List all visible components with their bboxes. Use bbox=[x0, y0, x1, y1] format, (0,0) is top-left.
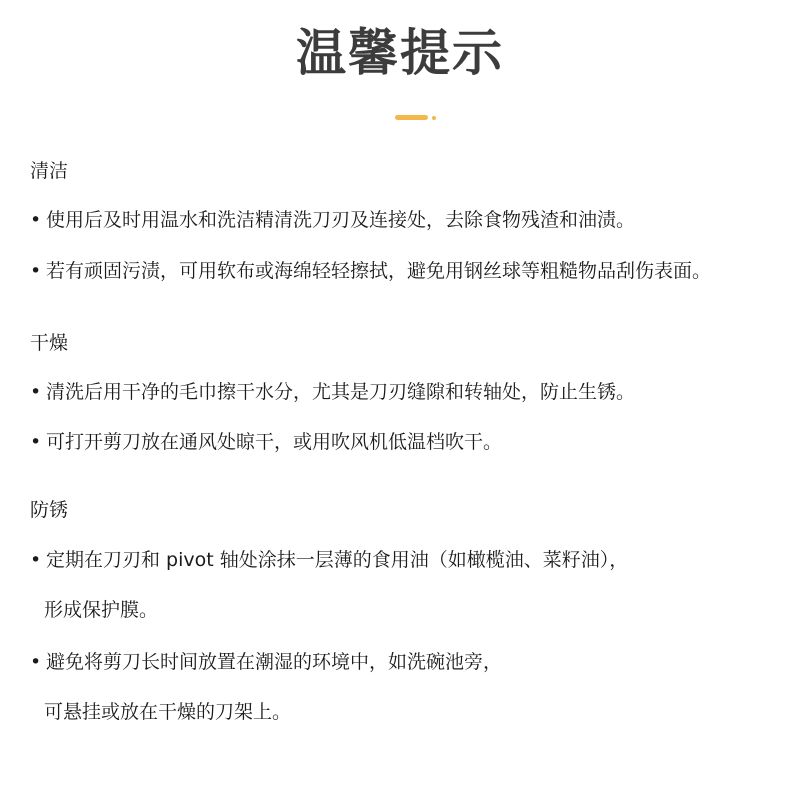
section-heading-drying: 干燥 bbox=[30, 332, 69, 354]
bullet-icon: • bbox=[30, 209, 42, 231]
list-item-text: 清洗后用干净的毛巾擦干水分，尤其是刀刃缝隙和转轴处，防止生锈。 bbox=[46, 381, 636, 403]
page-title: 温馨提示 bbox=[296, 24, 504, 82]
bullet-icon: • bbox=[30, 549, 42, 571]
title-underline-bar bbox=[395, 115, 428, 120]
list-item-continuation: 形成保护膜。 bbox=[44, 599, 159, 621]
section-heading-cleaning: 清洁 bbox=[30, 160, 69, 182]
list-item bbox=[30, 380, 635, 404]
list-item bbox=[30, 430, 502, 454]
list-item-text: 避免将剪刀长时间放置在潮湿的环境中，如洗碗池旁， bbox=[46, 651, 503, 673]
list-item bbox=[30, 259, 711, 283]
bullet-icon: • bbox=[30, 651, 42, 673]
list-item-text: 使用后及时用温水和洗洁精清洗刀刃及连接处，去除食物残渣和油渍。 bbox=[46, 209, 636, 231]
bullet-icon: • bbox=[30, 381, 42, 403]
section-heading-rust-prevention: 防锈 bbox=[30, 499, 69, 521]
bullet-icon: • bbox=[30, 431, 42, 453]
list-item bbox=[30, 650, 502, 674]
title-underline-dot bbox=[432, 116, 436, 120]
list-item bbox=[30, 208, 635, 232]
list-item-text: 定期在刀刃和 pivot 轴处涂抹一层薄的食用油（如橄榄油、菜籽油）， bbox=[46, 549, 629, 571]
list-item bbox=[30, 548, 628, 572]
list-item-text: 可打开剪刀放在通风处晾干，或用吹风机低温档吹干。 bbox=[46, 431, 503, 453]
list-item-continuation: 可悬挂或放在干燥的刀架上。 bbox=[44, 701, 292, 723]
bullet-icon: • bbox=[30, 260, 42, 282]
list-item-text: 若有顽固污渍，可用软布或海绵轻轻擦拭，避免用钢丝球等粗糙物品刮伤表面。 bbox=[46, 260, 712, 282]
